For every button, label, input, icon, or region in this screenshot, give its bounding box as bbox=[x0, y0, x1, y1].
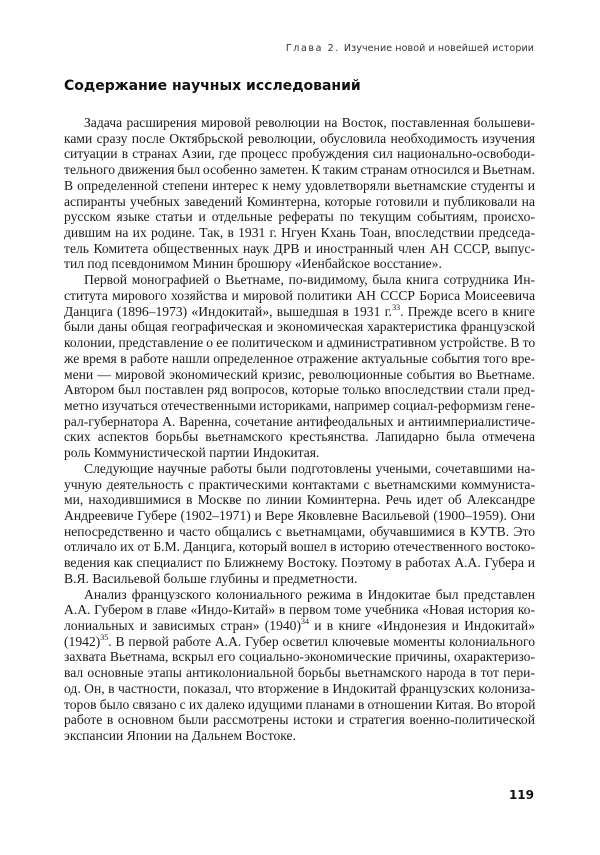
text-line: тель Комитета общественных наук ДРВ и иностранный член АН СССР, выпус- bbox=[64, 240, 535, 256]
text-line: В.Я. Васильевой больше глубины и предметности. bbox=[64, 570, 358, 586]
text-line: торов было связано с их далеко идущими планами в отношении Китая. Во второй bbox=[64, 696, 536, 712]
text-line: метно изучаться отечественными историками, например социал-реформизм гене- bbox=[64, 397, 535, 413]
text-line: экспансии Японии на Дальнем Востоке. bbox=[64, 728, 296, 744]
text-line: были даны общая географическая и экономическая характеристика французской bbox=[64, 319, 535, 335]
text-line: ками сразу после Октябрьской революции, обусловила необходимость изучения bbox=[64, 130, 535, 146]
footnote-ref: 35 bbox=[100, 632, 109, 642]
text-line: мени — мировой экономический кризис, революционные события во Вьетнаме. bbox=[64, 366, 535, 382]
text-line: работе в основном были рассмотрены истоки и стратегия военно-политической bbox=[64, 712, 535, 728]
footnote-ref: 34 bbox=[301, 617, 310, 626]
text-line: Андреевиче Губере (1902–1971) и Вере Яковлевне Васильевой (1900–1959). Они bbox=[64, 507, 535, 523]
text-line: А.А. Губером в главе «Индо-Китай» в первом томе учебника «Новая история ко- bbox=[64, 602, 535, 618]
text-line: русском языке статьи и отдельные рефераты по текущим событиям, происхо- bbox=[64, 209, 535, 225]
paragraph bbox=[64, 115, 535, 272]
text-line: рал-губернатора А. Варенна, сочетание антифеодальных и антиимпериалистиче- bbox=[64, 413, 535, 429]
page-number: 119 bbox=[508, 788, 534, 802]
text-line: ститута мирового хозяйства и мировой политики АН СССР Бориса Моисеевича bbox=[64, 287, 535, 303]
running-head bbox=[286, 43, 534, 54]
text-line: Анализ французского колониального режима в Индокитае был представлен bbox=[84, 586, 535, 602]
text-line: Данцига (1896–1973) «Индокитай», вышедшая в 1931 г.$^{33}$. Прежде всего в книге bbox=[64, 302, 535, 319]
text-line: непосредственно и часто общались с вьетнамцами, обучавшимися в КУТВ. Это bbox=[64, 523, 535, 539]
paragraph bbox=[64, 272, 535, 461]
text-line: вал основные этапы антиколониальной борьбы вьетнамского народа в тот пери- bbox=[64, 665, 535, 681]
chapter-label: Глава 2. bbox=[285, 43, 340, 54]
text-line: ских аспектов борьбы вьетнамского крестьянства. Лапидарно была отмечена bbox=[64, 429, 535, 445]
body-text bbox=[64, 115, 535, 744]
text-line: тил под псевдонимом Минин брошюру «Иенбайское восстание». bbox=[64, 256, 442, 272]
text-line: тельного движения был особенно заметен. К таким странам относился и Вьетнам. bbox=[64, 162, 535, 178]
chapter-title: Изучение новой и новейшей истории bbox=[343, 43, 534, 54]
text-line: од. Он, в частности, показал, что вторжение в Индокитай французских колониза- bbox=[64, 680, 535, 696]
text-line: Автором был поставлен ряд вопросов, которые только впоследствии стали пред- bbox=[64, 382, 535, 398]
paragraph bbox=[64, 587, 535, 744]
text-line: роль Коммунистической партии Индокитая. bbox=[64, 445, 320, 461]
text-line: $(1942)^{35}$. В первой работе А.А. Губер осветил ключевые моменты колониального bbox=[64, 632, 535, 649]
footnote-ref: 33 bbox=[392, 302, 401, 312]
text-line: колонии, представление о ее политическом и административном устройстве. В то bbox=[64, 335, 536, 351]
text-line: дившим на их родине. Так, в 1931 г. Нгуен Кхань Тоан, впоследствии председа- bbox=[64, 225, 535, 241]
text-line: Задача расширения мировой революции на Восток, поставленная большеви- bbox=[84, 115, 535, 130]
text-line: же время в работе нашли определенное отражение актуальные события того вре- bbox=[64, 350, 535, 366]
text-line: лониальных и зависимых стран» $(1940)^{34}$ и в книге «Индонезия и Индокитай» bbox=[64, 617, 536, 633]
section-title: Содержание научных исследований bbox=[64, 78, 361, 94]
text-line: ми, находившимися в Москве по линии Коминтерна. Речь идет об Александре bbox=[64, 492, 535, 508]
text-line: Первой монографией о Вьетнаме, по-видимому, была книга сотрудника Ин- bbox=[84, 272, 535, 288]
text-line: ведения как специалист по Ближнему Востоку. Поэтому в работах А.А. Губера и bbox=[64, 555, 535, 571]
text-line: учную деятельность с практическими контактами с вьетнамскими коммуниста- bbox=[64, 476, 535, 492]
text-line: захвата Вьетнама, вскрыл его социально-экономические причины, охарактеризо- bbox=[64, 649, 535, 665]
text-line: ситуации в странах Азии, где процесс пробуждения сил национально-освободи- bbox=[64, 146, 535, 162]
text-line: отличало их от Б.М. Данцига, который вошел в историю отечественного востоко- bbox=[64, 539, 535, 555]
text-line: аспиранты учебных заведений Коминтерна, которые готовили и публиковали на bbox=[64, 193, 535, 209]
text-line: Следующие научные работы были подготовлены учеными, сочетавшими на- bbox=[84, 460, 535, 476]
paragraph bbox=[64, 461, 535, 587]
text-line: В определенной степени интерес к нему удовлетворяли вьетнамские студенты и bbox=[64, 177, 535, 193]
